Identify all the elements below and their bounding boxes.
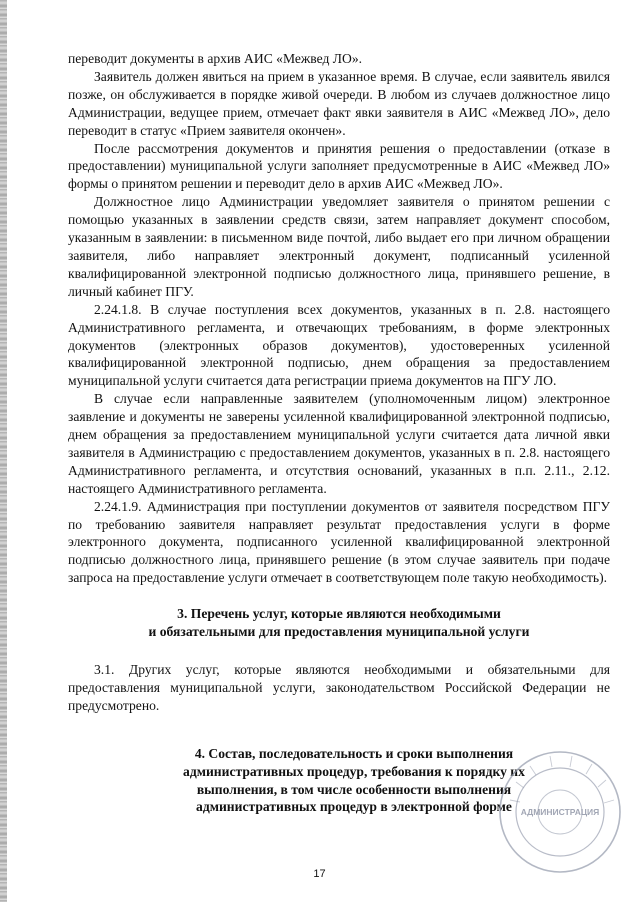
page-body (68, 50, 610, 816)
heading-line: 3. Перечень услуг, которые являются необходимыми (177, 606, 501, 622)
page-number: 17 (313, 868, 326, 880)
paragraph: В случае если направленные заявителем (уполномоченным лицом) электронное заявление и документы не заверены усиленной квалифицированной электронной подписью, днем обращения за предоставлением муниципальной услуги считается дата личной явки заявителя в Администрацию с предоставлением документов, указанных в п. 2.8. настоящего Административного регламента, и отсутствия оснований, указанных в п.п. 2.11., 2.12. настоящего Административного регламента. (68, 391, 610, 496)
paragraph: 2.24.1.8. В случае поступления всех документов, указанных в п. 2.8. настоящего Административного регламента, и отвечающих требованиям, в форме электронных документов (электронных образов документов), удостоверенных усиленной квалифицированной электронной подписью, днем обращения за предоставлением муниципальной услуги считается дата регистрации приема документов на ПГУ ЛО. (68, 301, 610, 389)
scan-edge (0, 0, 7, 902)
heading-line: выполнения, в том числе особенности выполнения (196, 781, 512, 797)
heading-line: 4. Состав, последовательность и сроки выполнения (194, 745, 514, 761)
paragraph: переводит документы в архив АИС «Межвед ЛО». (68, 51, 363, 66)
official-stamp-icon (496, 748, 624, 876)
heading-line: административных процедур в электронной форме (196, 799, 512, 815)
paragraph: 2.24.1.9. Администрация при поступлении документов от заявителя посредством ПГУ по требованию заявителя направляет результат предоставления услуги в форме электронного документа, подписанного усиленной квалифицированной электронной подписью должностного лица, принявшего решение (в этом случае заявитель при подаче запроса на предоставление услуги отмечает в соответствующем поле такую необходимость). (68, 498, 610, 586)
heading-line: и обязательными для предоставления муниципальной услуги (148, 624, 530, 640)
stamp-text: АДМИНИСТРАЦИЯ (520, 807, 600, 817)
paragraph: 3.1. Других услуг, которые являются необходимыми и обязательными для предоставления муниципальной услуги, законодательством Российской Федерации не предусмотрено. (68, 662, 610, 713)
section-3-heading (68, 605, 610, 641)
heading-line: административных процедур, требования к порядку их (183, 763, 525, 779)
paragraph: После рассмотрения документов и принятия решения о предоставлении (отказе в предоставлении) муниципальной услуги заполняет предусмотренные в АИС «Межвед ЛО» формы о принятом решении и переводит дело в архив АИС «Межвед ЛО». (68, 140, 610, 192)
paragraph: Должностное лицо Администрации уведомляет заявителя о принятом решении с помощью указанных в заявлении средств связи, затем направляет документ способом, указанным в заявлении: в письменном виде почтой, либо выдает его при личном обращении заявителя, либо направляет электронный документ, подписанный усиленной квалифицированной электронной подписью должностного лица, принявшего решение, в личный кабинет ПГУ. (68, 194, 610, 299)
paragraph: Заявитель должен явиться на прием в указанное время. В случае, если заявитель явился позже, он обслуживается в порядке живой очереди. В любом из случаев должностное лицо Администрации, ведущее прием, отмечает факт явки заявителя в АИС «Межвед ЛО», дело переводит в статус «Прием заявителя окончен». (68, 68, 610, 138)
